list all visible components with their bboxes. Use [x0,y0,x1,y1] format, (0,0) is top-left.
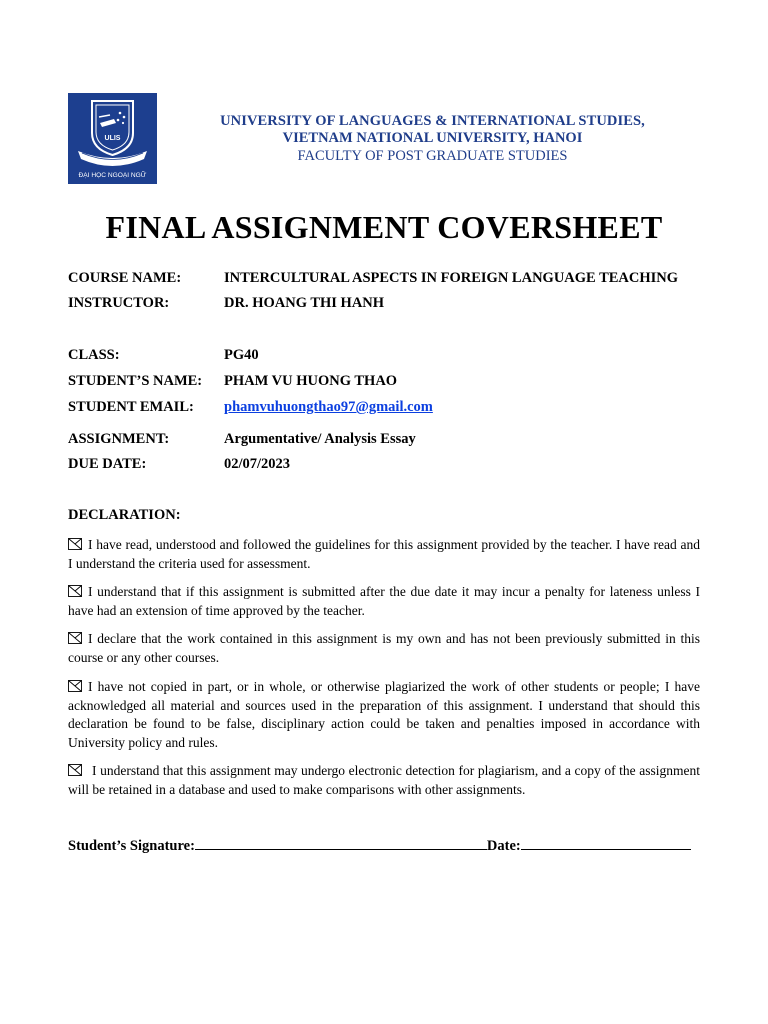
student-name-row [68,373,397,390]
declaration-item-3 [68,630,700,667]
declaration-text: I understand that if this assignment is submitted after the due date it may incur a penalty for lateness unless I have had an extension of time approved by the teacher. [68,584,700,618]
assignment-row [68,431,416,448]
checked-box-icon[interactable] [68,679,82,691]
student-name-value: PHAM VU HUONG THAO [224,373,398,389]
student-name-label: STUDENT’S NAME: [68,373,203,389]
declaration-item-4 [68,678,700,752]
assignment-value: Argumentative/ Analysis Essay [224,431,416,447]
checked-box-icon[interactable] [68,631,82,643]
declaration-text: I declare that the work contained in this assignment is my own and has not been previously submitted in this course or any other courses. [68,631,700,665]
due-date-row [68,456,290,473]
student-email-row [68,399,433,416]
course-value: INTERCULTURAL ASPECTS IN FOREIGN LANGUAGE TEACHING [224,270,679,286]
declaration-heading: DECLARATION: [68,507,181,523]
university-name-line1: UNIVERSITY OF LANGUAGES & INTERNATIONAL STUDIES, [220,113,645,129]
instructor-label: INSTRUCTOR: [68,295,170,311]
due-date-label: DUE DATE: [68,456,147,472]
instructor-row [68,295,384,312]
course-row [68,270,678,287]
class-label: CLASS: [68,347,120,363]
signature-row [68,836,691,855]
faculty-name: FACULTY OF POST GRADUATE STUDIES [297,148,568,164]
student-email-label: STUDENT EMAIL: [68,399,194,415]
signature-label: Student’s Signature: [68,838,195,854]
instructor-value: DR. HOANG THI HANH [224,295,385,311]
declaration-text: I have not copied in part, or in whole, or otherwise plagiarized the work of other students or people; I have acknowledged all material and sources used in the preparation of this assignment. I understand that should this declaration be found to be false, disciplinary action could be taken and penalties imposed in accordance with University policy and rules. [68,679,700,750]
course-label: COURSE NAME: [68,270,182,286]
date-line[interactable] [521,836,691,850]
university-header [165,112,700,166]
declaration-item-5 [68,762,700,799]
checked-box-icon[interactable] [68,537,82,549]
checked-box-icon[interactable] [68,763,82,775]
declaration-item-2 [68,583,700,620]
checked-box-icon[interactable] [68,584,82,596]
university-logo [68,93,157,184]
university-name-line2: VIETNAM NATIONAL UNIVERSITY, HANOI [282,130,583,146]
student-email-link[interactable]: phamvuhuongthao97@gmail.com [224,399,433,415]
class-row [68,347,259,364]
assignment-label: ASSIGNMENT: [68,431,170,447]
declaration-text: I understand that this assignment may undergo electronic detection for plagiarism, and a copy of the assignment will be retained in a database and used to make comparisons with other assignments. [68,763,700,797]
page-title: FINAL ASSIGNMENT COVERSHEET [105,209,663,245]
logo-text: ĐẠI HỌC NGOẠI NGỮ [78,172,147,179]
date-label: Date: [486,838,521,854]
logo-abbr: ULIS [104,135,121,142]
declaration-item-1 [68,536,700,573]
declaration-text: I have read, understood and followed the guidelines for this assignment provided by the teacher. I have read and I understand the criteria used for assessment. [68,537,700,571]
class-value: PG40 [224,347,259,363]
due-date-value: 02/07/2023 [224,456,291,472]
signature-line[interactable] [195,836,487,850]
